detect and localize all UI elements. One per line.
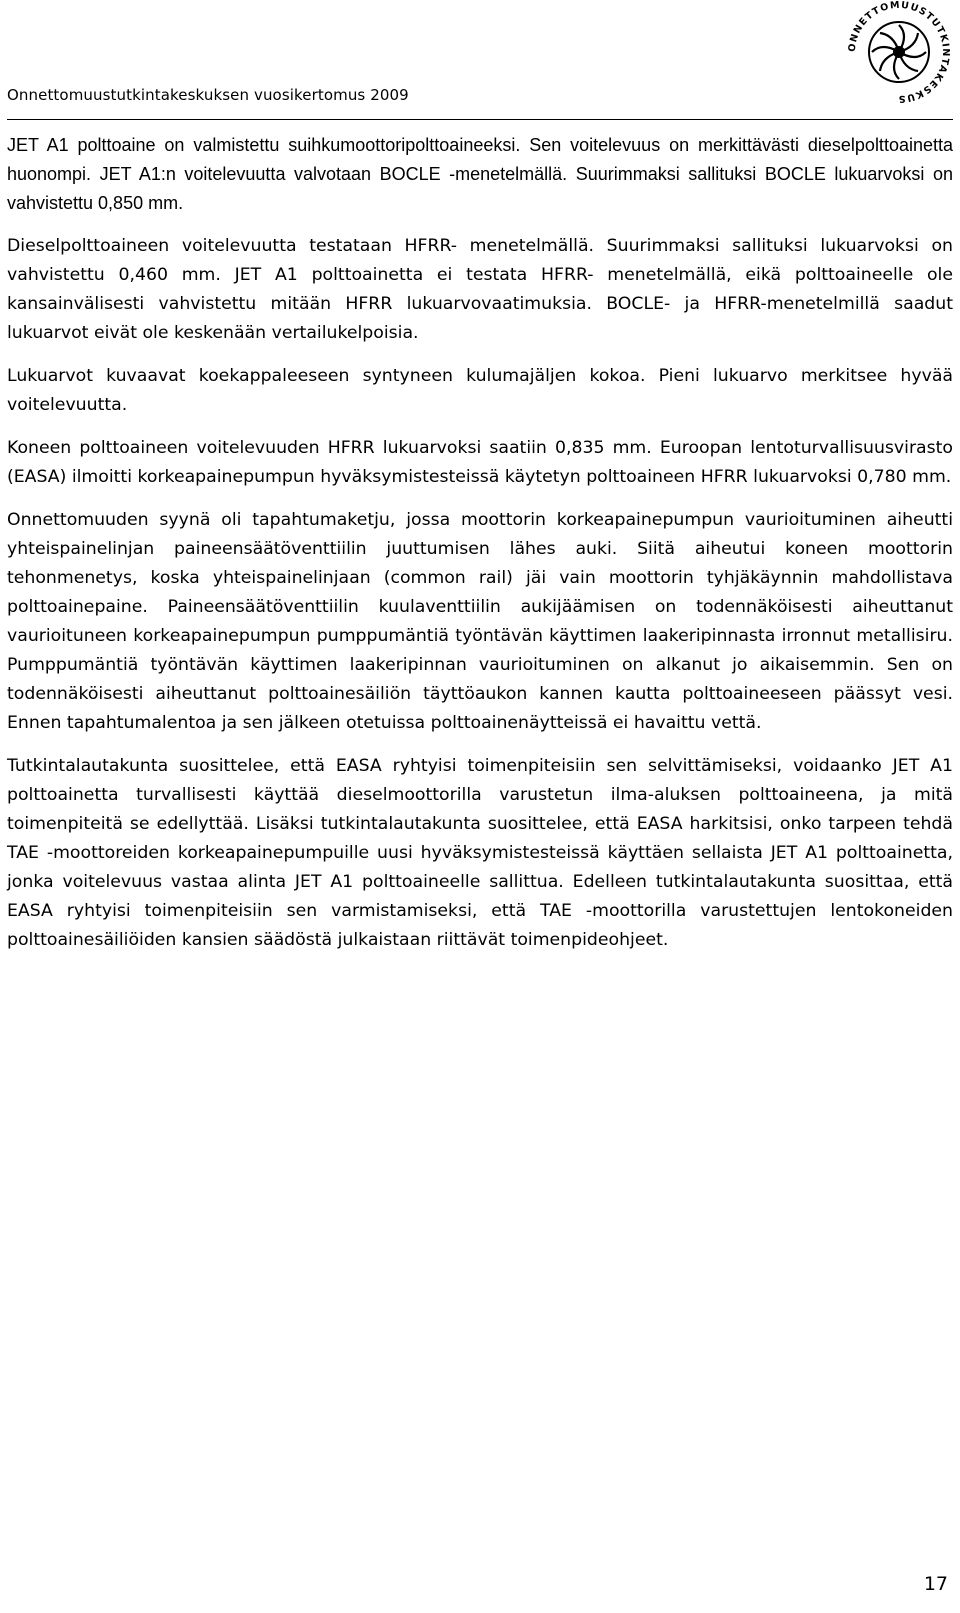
logo-ring-text: ONNETTOMUUSTUTKINTAKESKUS [846, 0, 952, 104]
paragraph-accident-cause: Onnettomuuden syynä oli tapahtumaketju, jossa moottorin korkeapainepumpun vaurioituminen aiheutti yhteispainelinjan paineensäätöventtiilin juuttumisen lähes auki. Siitä aiheutui koneen moottorin tehonmenetys, koska yhteispainelinjaan (common rail) jäi vain moottorin tyhjäkäynnin mahdollistava polttoainepaine. Paineensäätöventtiilin kuulaventtiilin aukijäämisen on todennäköisesti aiheuttanut vaurioituneen korkeapainepumpun pumppumäntiä työntävän käyttimen laakeripinnasta irronnut metallisiru. Pumppumäntiä työntävän käyttimen laakeripinnan vaurioituminen on alkanut jo aikaisemmin. Sen on todennäköisesti aiheuttanut polttoainesäiliön täyttöaukon kannen kautta polttoaineeseen päässyt vesi. Ennen tapahtumalentoa ja sen jälkeen otetuissa polttoainenäytteissä ei havaittu vettä. [7, 510, 953, 733]
paragraph-diesel-hfrr: Dieselpolttoaineen voitelevuutta testataan HFRR- menetelmällä. Suurimmaksi sallituksi lukuarvoksi on vahvistettu 0,460 mm. JET A1 polttoainetta ei testata HFRR- menetelmällä, eikä polttoaineelle ole kansainvälisesti vahvistettu mitään HFRR lukuarvovaatimuksia. BOCLE- ja HFRR-menetelmillä saadut lukuarvot eivät ole keskenään vertailukelpoisia. [7, 236, 953, 343]
page-number: 17 [923, 1573, 948, 1595]
paragraph-recommendations: Tutkintalautakunta suosittelee, että EASA ryhtyisi toimenpiteisiin sen selvittämiseksi, voidaanko JET A1 polttoainetta turvallisesti käyttää dieselmoottorilla varustetun ilma-aluksen polttoaineena, ja mitä toimenpiteitä se edellyttää. Lisäksi tutkintalautakunta suosittelee, että EASA harkitsisi, onko tarpeen tehdä TAE -moottoreiden korkeapainepumpuille uusi hyväksymistesteissä käyttäen sellaista JET A1 polttoainetta, jonka voitelevuus vastaa alinta JET A1 polttoaineelle sallittua. Edelleen tutkintalautakunta suosittaa, että EASA ryhtyisi toimenpiteisiin sen varmistamiseksi, että TAE -moottorilla varustettujen lentokoneiden polttoainesäiliöiden kansien säädöstä julkaistaan riittävät toimenpideohjeet. [7, 756, 953, 950]
organization-logo [840, 0, 958, 104]
page-header-title: Onnettomuustutkintakeskuksen vuosikertomus 2009 [7, 86, 409, 104]
header-divider [7, 119, 953, 120]
document-body [7, 131, 953, 969]
paragraph-value-meaning: Lukuarvot kuvaavat koekappaleeseen syntyneen kulumajäljen kokoa. Pieni lukuarvo merkitsee hyvää voitelevuutta. [7, 366, 953, 415]
paragraph-engine-fuel-value: Koneen polttoaineen voitelevuuden HFRR lukuarvoksi saatiin 0,835 mm. Euroopan lentoturvallisuusvirasto (EASA) ilmoitti korkeapainepumpun hyväksymistesteissä käytetyn polttoaineen HFRR lukuarvoksi 0,780 mm. [7, 438, 953, 487]
paragraph-jet-a1-lubricity: JET A1 polttoaine on valmistettu suihkumoottoripolttoaineeksi. Sen voitelevuus on merkittävästi dieselpolttoainetta huonompi. JET A1:n voitelevuutta valvotaan BOCLE -menetelmällä. Suurimmaksi sallituksi BOCLE lukuarvoksi on vahvistettu 0,850 mm. [7, 135, 953, 213]
